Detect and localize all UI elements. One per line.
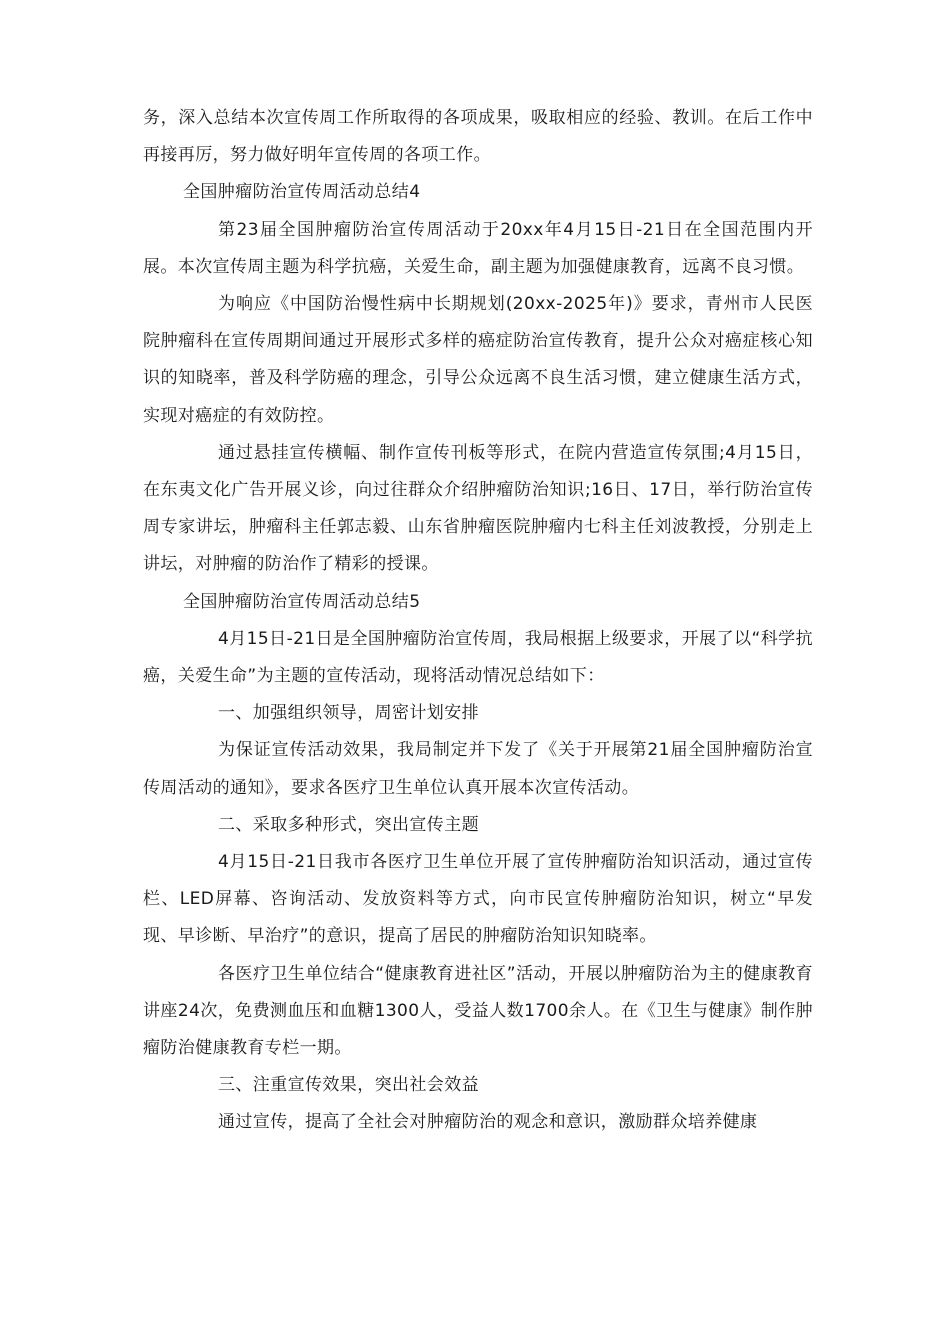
- paragraph: 各医疗卫生单位结合“健康教育进社区”活动，开展以肿瘤防治为主的健康教育讲座24次，免费测血压和血糖1300人，受益人数1700余人。在《卫生与健康》制作肿瘤防治健康教育专栏一期。: [143, 963, 813, 1059]
- subheading-3: 三、注重宣传效果，突出社会效益: [218, 1075, 479, 1096]
- document-page: [143, 100, 813, 1142]
- paragraph: 为响应《中国防治慢性病中长期规划(20xx-2025年)》要求，青州市人民医院肿瘤科在宣传周期间通过开展形式多样的癌症防治宣传教育，提升公众对癌症核心知识的知晓率，普及科学防癌的理念，引导公众远离不良生活习惯，建立健康生活方式，实现对癌症的有效防控。: [143, 294, 813, 426]
- paragraph: 4月15日-21日我市各医疗卫生单位开展了宣传肿瘤防治知识活动，通过宣传栏、LED屏幕、咨询活动、发放资料等方式，向市民宣传肿瘤防治知识，树立“早发现、早诊断、早治疗”的意识，提高了居民的肿瘤防治知识知晓率。: [143, 852, 813, 947]
- paragraph-continued: 务，深入总结本次宣传周工作所取得的各项成果，吸取相应的经验、教训。在后工作中再接再厉，努力做好明年宣传周的各项工作。: [143, 108, 813, 166]
- paragraph: 4月15日-21日是全国肿瘤防治宣传周，我局根据上级要求，开展了以“科学抗癌，关爱生命”为主题的宣传活动，现将活动情况总结如下：: [143, 628, 813, 687]
- paragraph: 为保证宣传活动效果，我局制定并下发了《关于开展第21届全国肿瘤防治宣传周活动的通知》，要求各医疗卫生单位认真开展本次宣传活动。: [143, 740, 813, 798]
- section-heading-5: 全国肿瘤防治宣传周活动总结5: [183, 591, 421, 612]
- paragraph: 通过悬挂宣传横幅、制作宣传刊板等形式，在院内营造宣传氛围;4月15日，在东夷文化广告开展义诊，向过往群众介绍肿瘤防治知识;16日、17日，举行防治宣传周专家讲坛，肿瘤科主任郭志毅、山东省肿瘤医院肿瘤内七科主任刘波教授，分别走上讲坛，对肿瘤的防治作了精彩的授课。: [143, 442, 813, 575]
- subheading-1: 一、加强组织领导，周密计划安排: [218, 703, 479, 724]
- subheading-2: 二、采取多种形式，突出宣传主题: [218, 814, 479, 835]
- section-heading-4: 全国肿瘤防治宣传周活动总结4: [183, 182, 421, 203]
- paragraph: 第23届全国肿瘤防治宣传周活动于20xx年4月15日-21日在全国范围内开展。本次宣传周主题为科学抗癌，关爱生命，副主题为加强健康教育，远离不良习惯。: [143, 219, 813, 277]
- paragraph-truncated: 通过宣传，提高了全社会对肿瘤防治的观念和意识，激励群众培养健康: [218, 1112, 758, 1133]
